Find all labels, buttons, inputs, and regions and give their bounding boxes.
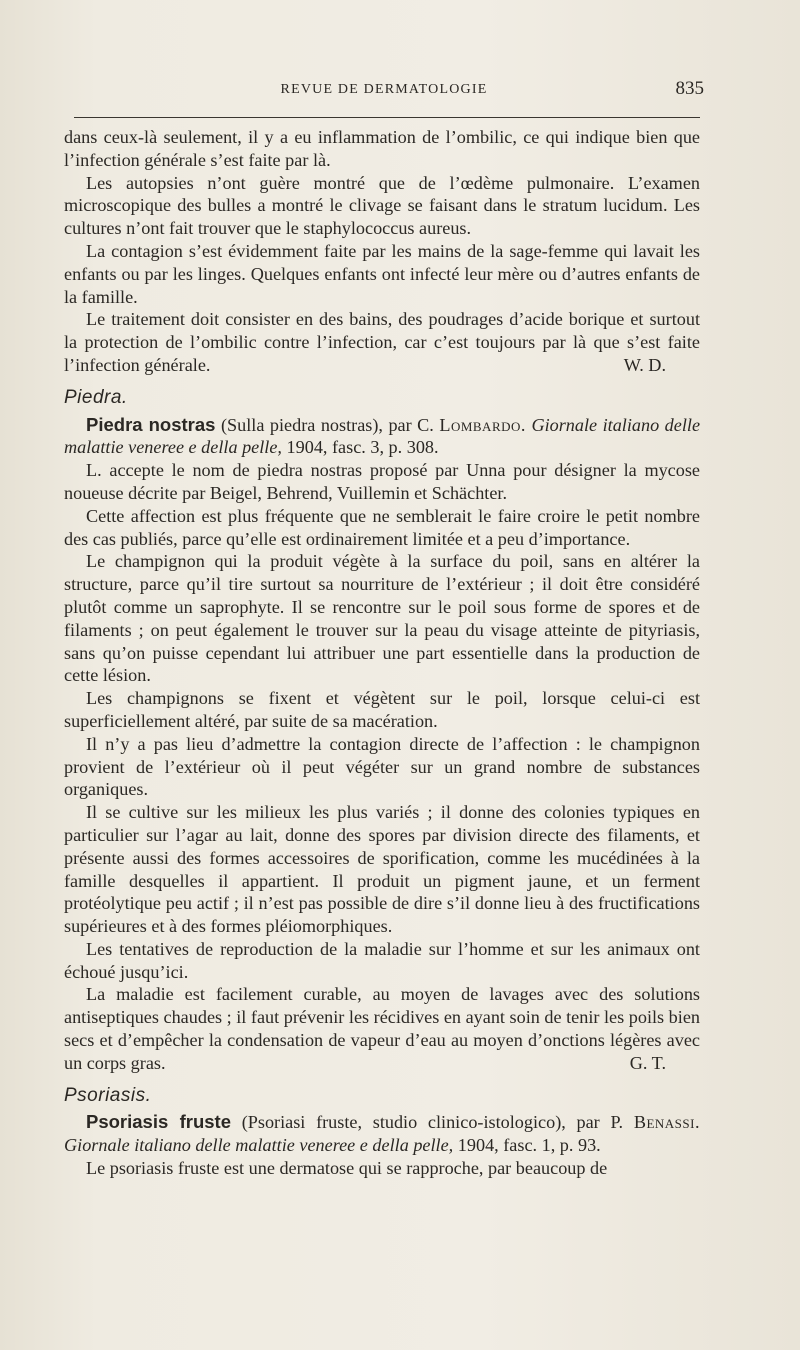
article-subtitle: (Psoriasi fruste, studio clinico-istologico), par P.	[241, 1112, 624, 1133]
section-title-piedra: Piedra.	[64, 386, 128, 408]
paragraph: dans ceux-là seulement, il y a eu inflammation de l’ombilic, ce qui indique bien que l’infection générale s’est faite par là.	[64, 127, 700, 170]
paragraph-text: Le traitement doit consister en des bains, des poudrages d’acide borique et surtout la protection de l’ombilic contre l’infection, car c’est toujours par là que s’est faite l’infection générale.	[64, 309, 700, 375]
page-number: 835	[675, 78, 704, 99]
paragraph: Il n’y a pas lieu d’admettre la contagion directe de l’affection : le champignon provient de l’extérieur où il peut végéter sur un grand nombre de substances organiques.	[64, 733, 700, 800]
paragraph: Cette affection est plus fréquente que ne semblerait le faire croire le petit nombre des cas publiés, parce qu’elle est ordinairement limitée et a peu d’importance.	[64, 505, 700, 549]
paragraph: Le psoriasis fruste est une dermatose qui se rapproche, par beaucoup de	[86, 1158, 608, 1179]
journal-name: Giornale italiano delle malattie veneree e della pelle,	[64, 1135, 454, 1156]
paragraph: Les champignons se fixent et végètent sur le poil, lorsque celui-ci est superficiellement altéré, par suite de sa macération.	[64, 688, 700, 731]
paragraph: Les tentatives de reproduction de la maladie sur l’homme et sur les animaux ont échoué jusqu’ici.	[64, 938, 700, 982]
signature: W. D.	[623, 354, 666, 375]
citation: 1904, fasc. 1, p. 93.	[457, 1135, 601, 1156]
running-head: REVUE DE DERMATOLOGIE	[280, 82, 488, 97]
paragraph: La contagion s’est évidemment faite par les mains de la sage-femme qui lavait les enfants ou par les linges. Quelques enfants ont infecté leur mère ou d’autres enfants de la famille.	[64, 240, 700, 307]
paragraph: L. accepte le nom de piedra nostras proposé par Unna pour désigner la mycose noueuse décrite par Beigel, Behrend, Vuillemin et Schächter.	[64, 460, 700, 503]
citation: 1904, fasc. 3, p. 308.	[286, 437, 439, 458]
page-body	[64, 126, 700, 1180]
paragraph: Le champignon qui la produit végète à la surface du poil, sans en altérer la structure, parce qu’il tire surtout sa nourriture de l’extérieur ; il doit être considéré plutôt comme un saprophyte. Il se rencontre sur le poil sous forme de spores et de filaments ; on peut également le trouver sur la peau du visage atteinte de pityriasis, sans qu’on puisse cependant lui attribuer une part essentielle dans la production de cette lésion.	[64, 551, 700, 686]
article-title: Psoriasis fruste	[86, 1111, 231, 1133]
paragraph	[64, 983, 700, 1074]
article-reference	[64, 1111, 700, 1157]
article-subtitle: (Sulla piedra nostras), par C.	[220, 414, 434, 435]
page-header	[64, 78, 704, 102]
paragraph: Les autopsies n’ont guère montré que de l’œdème pulmonaire. L’examen microscopique des bulles a montré le clivage se faisant dans le stratum lucidum. Les cultures n’ont fait trouver que le staphylococcus aureus.	[64, 172, 700, 239]
paragraph: Il se cultive sur les milieux les plus variés ; il donne des colonies typiques en particulier sur l’agar au lait, donne des spores par division directe des filaments, et présente aussi des formes accessoires de sporification, comme les mucédinées à la famille desquelles il appartient. Il produit un pigment jaune, et un ferment protéolytique peu actif ; il n’est pas possible de dire s’il donne lieu à des fructifications supérieures et à des formes pléiomorphiques.	[64, 802, 700, 937]
article-reference	[64, 414, 700, 460]
article-author: Benassi.	[633, 1112, 700, 1133]
paragraph-text: La maladie est facilement curable, au moyen de lavages avec des solutions antiseptiques chaudes ; il faut prévenir les récidives en ayant soin de tenir les poils bien secs et d’empêcher la condensation de vapeur d’eau au moyen d’onctions légères avec un corps gras.	[64, 984, 700, 1073]
header-rule	[74, 117, 700, 118]
signature: G. T.	[629, 1052, 666, 1073]
section-title-psoriasis: Psoriasis.	[64, 1084, 152, 1106]
paragraph	[64, 308, 700, 376]
article-author: Lombardo.	[439, 414, 526, 435]
article-title: Piedra nostras	[86, 413, 216, 435]
journal-name: Giornale italiano delle malattie veneree e della pelle,	[64, 414, 701, 458]
